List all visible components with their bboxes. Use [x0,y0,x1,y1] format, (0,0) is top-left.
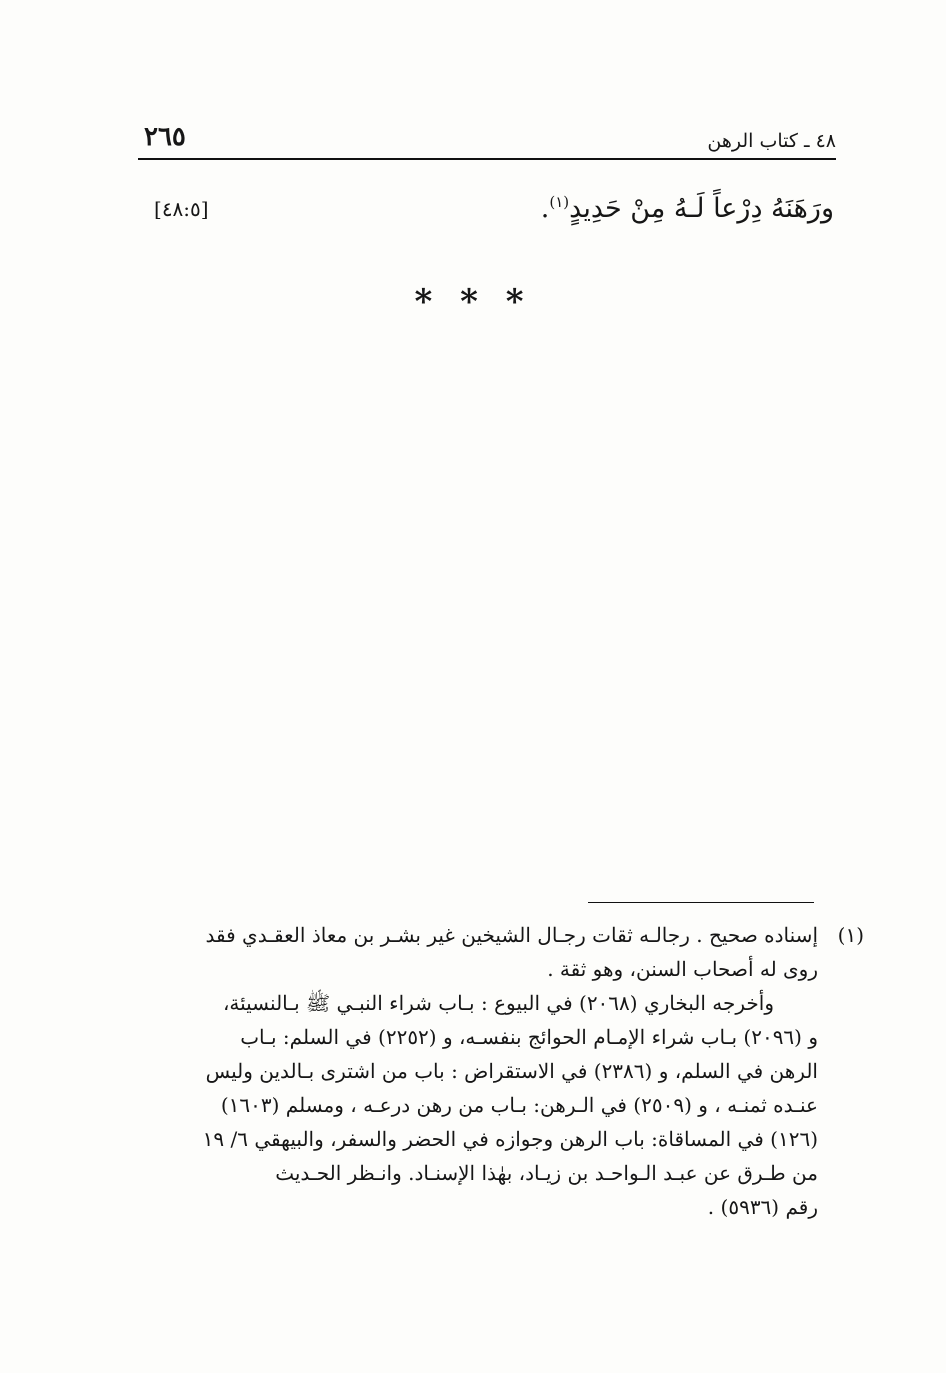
footnote-rule [588,902,814,903]
hadith-text [541,193,834,224]
running-head [138,122,836,156]
chapter-title: ٤٨ ـ كتاب الرهن [707,130,836,152]
hadith-reference: [٤٨:٥] [154,197,209,221]
footnote-marker: (١) [837,923,864,947]
footnote-line: إسناده صحيح . رجالـه ثقات رجـال الشيخين غير بشـر بن معاذ العقـدي فقد [205,923,818,947]
section-separator: * * * [414,282,532,322]
hadith-text-body: ورَهَنَهُ دِرْعاً لَـهُ مِنْ حَدِيدٍ [569,193,834,224]
footnote-line: الرهن في السلم، و (٢٣٨٦) في الاستقراض : باب من اشترى بـالدين وليس [205,1059,818,1083]
page-number: ٢٦٥ [144,122,186,152]
hadith-text-end: . [540,193,550,224]
header-rule [138,158,836,160]
footnote-line: روى له أصحاب السنن، وهو ثقة . [547,957,818,981]
hadith-text-line [154,193,834,239]
footnote-line: (١٢٦) في المساقاة: باب الرهن وجوازه في الحضر والسفر، والبيهقي ٦/ ١٩ [202,1127,818,1151]
footnote-block [116,918,864,1224]
footnote-reference[interactable]: (١) [549,193,570,211]
footnote-line: و (٢٠٩٦) بـاب شراء الإمـام الحوائج بنفسـه، و (٢٢٥٢) في السلم: بـاب [240,1025,818,1049]
footnote-line: رقم (٥٩٣٦) . [707,1195,818,1219]
footnote-line: عنـده ثمنـه ، و (٢٥٠٩) في الـرهن: بـاب من رهن درعـه ، ومسلم (١٦٠٣) [220,1093,818,1117]
footnote-line: وأخرجه البخاري (٢٠٦٨) في البيوع : بـاب شراء النبـي ﷺ بـالنسيئة، [222,991,774,1015]
footnote-line: من طـرق عن عبـد الـواحـد بن زيـاد، بهٰذا الإسنـاد. وانـظر الحـديث [275,1161,818,1185]
